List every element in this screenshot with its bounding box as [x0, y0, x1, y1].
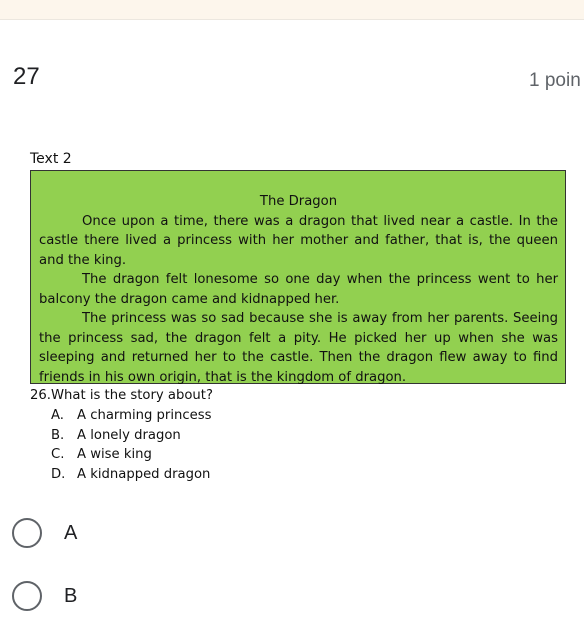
radio-button-b[interactable]	[12, 581, 42, 611]
passage-label: Text 2	[30, 151, 72, 167]
option-item	[51, 465, 213, 485]
question-stem: 26.What is the story about?	[30, 388, 213, 403]
option-letter: A.	[51, 408, 64, 423]
question-number: 27	[13, 63, 40, 90]
option-text: A charming princess	[77, 408, 212, 423]
points-label: 1 poin	[529, 70, 581, 91]
option-letter: D.	[51, 466, 66, 482]
story-title: The Dragon	[259, 194, 338, 209]
option-letter: B.	[51, 427, 65, 443]
story-paragraph: The dragon felt lonesome so one day when the princess went to her balcony the dragon came and kidnapped her.	[39, 272, 558, 307]
choice-label-b: B	[64, 584, 78, 607]
choice-a[interactable]	[12, 518, 77, 548]
choice-b[interactable]	[12, 581, 77, 611]
radio-button-a[interactable]	[12, 518, 42, 548]
choice-label-a: A	[64, 521, 78, 544]
option-text: A kidnapped dragon	[77, 466, 211, 482]
story-box	[30, 170, 566, 384]
option-text: A lonely dragon	[77, 427, 181, 443]
top-strip	[0, 0, 584, 20]
option-item	[51, 445, 213, 465]
option-letter: C.	[51, 447, 65, 463]
embedded-question	[30, 386, 213, 484]
option-item	[51, 426, 213, 446]
story-paragraph: Once upon a time, there was a dragon that lived near a castle. In the castle there lived a princess with her mother and father, that is, the queen and the king.	[39, 213, 558, 268]
option-item	[51, 406, 213, 426]
story-paragraph: The princess was so sad because she is away from her parents. Seeing the princess sad, the dragon felt a pity. He picked her up when she was sleeping and returned her to the castle. Then the dragon flew away to find friends in his own origin, that is the kingdom of dragon.	[39, 311, 558, 385]
question-options	[30, 406, 213, 484]
option-text: A wise king	[77, 447, 152, 463]
